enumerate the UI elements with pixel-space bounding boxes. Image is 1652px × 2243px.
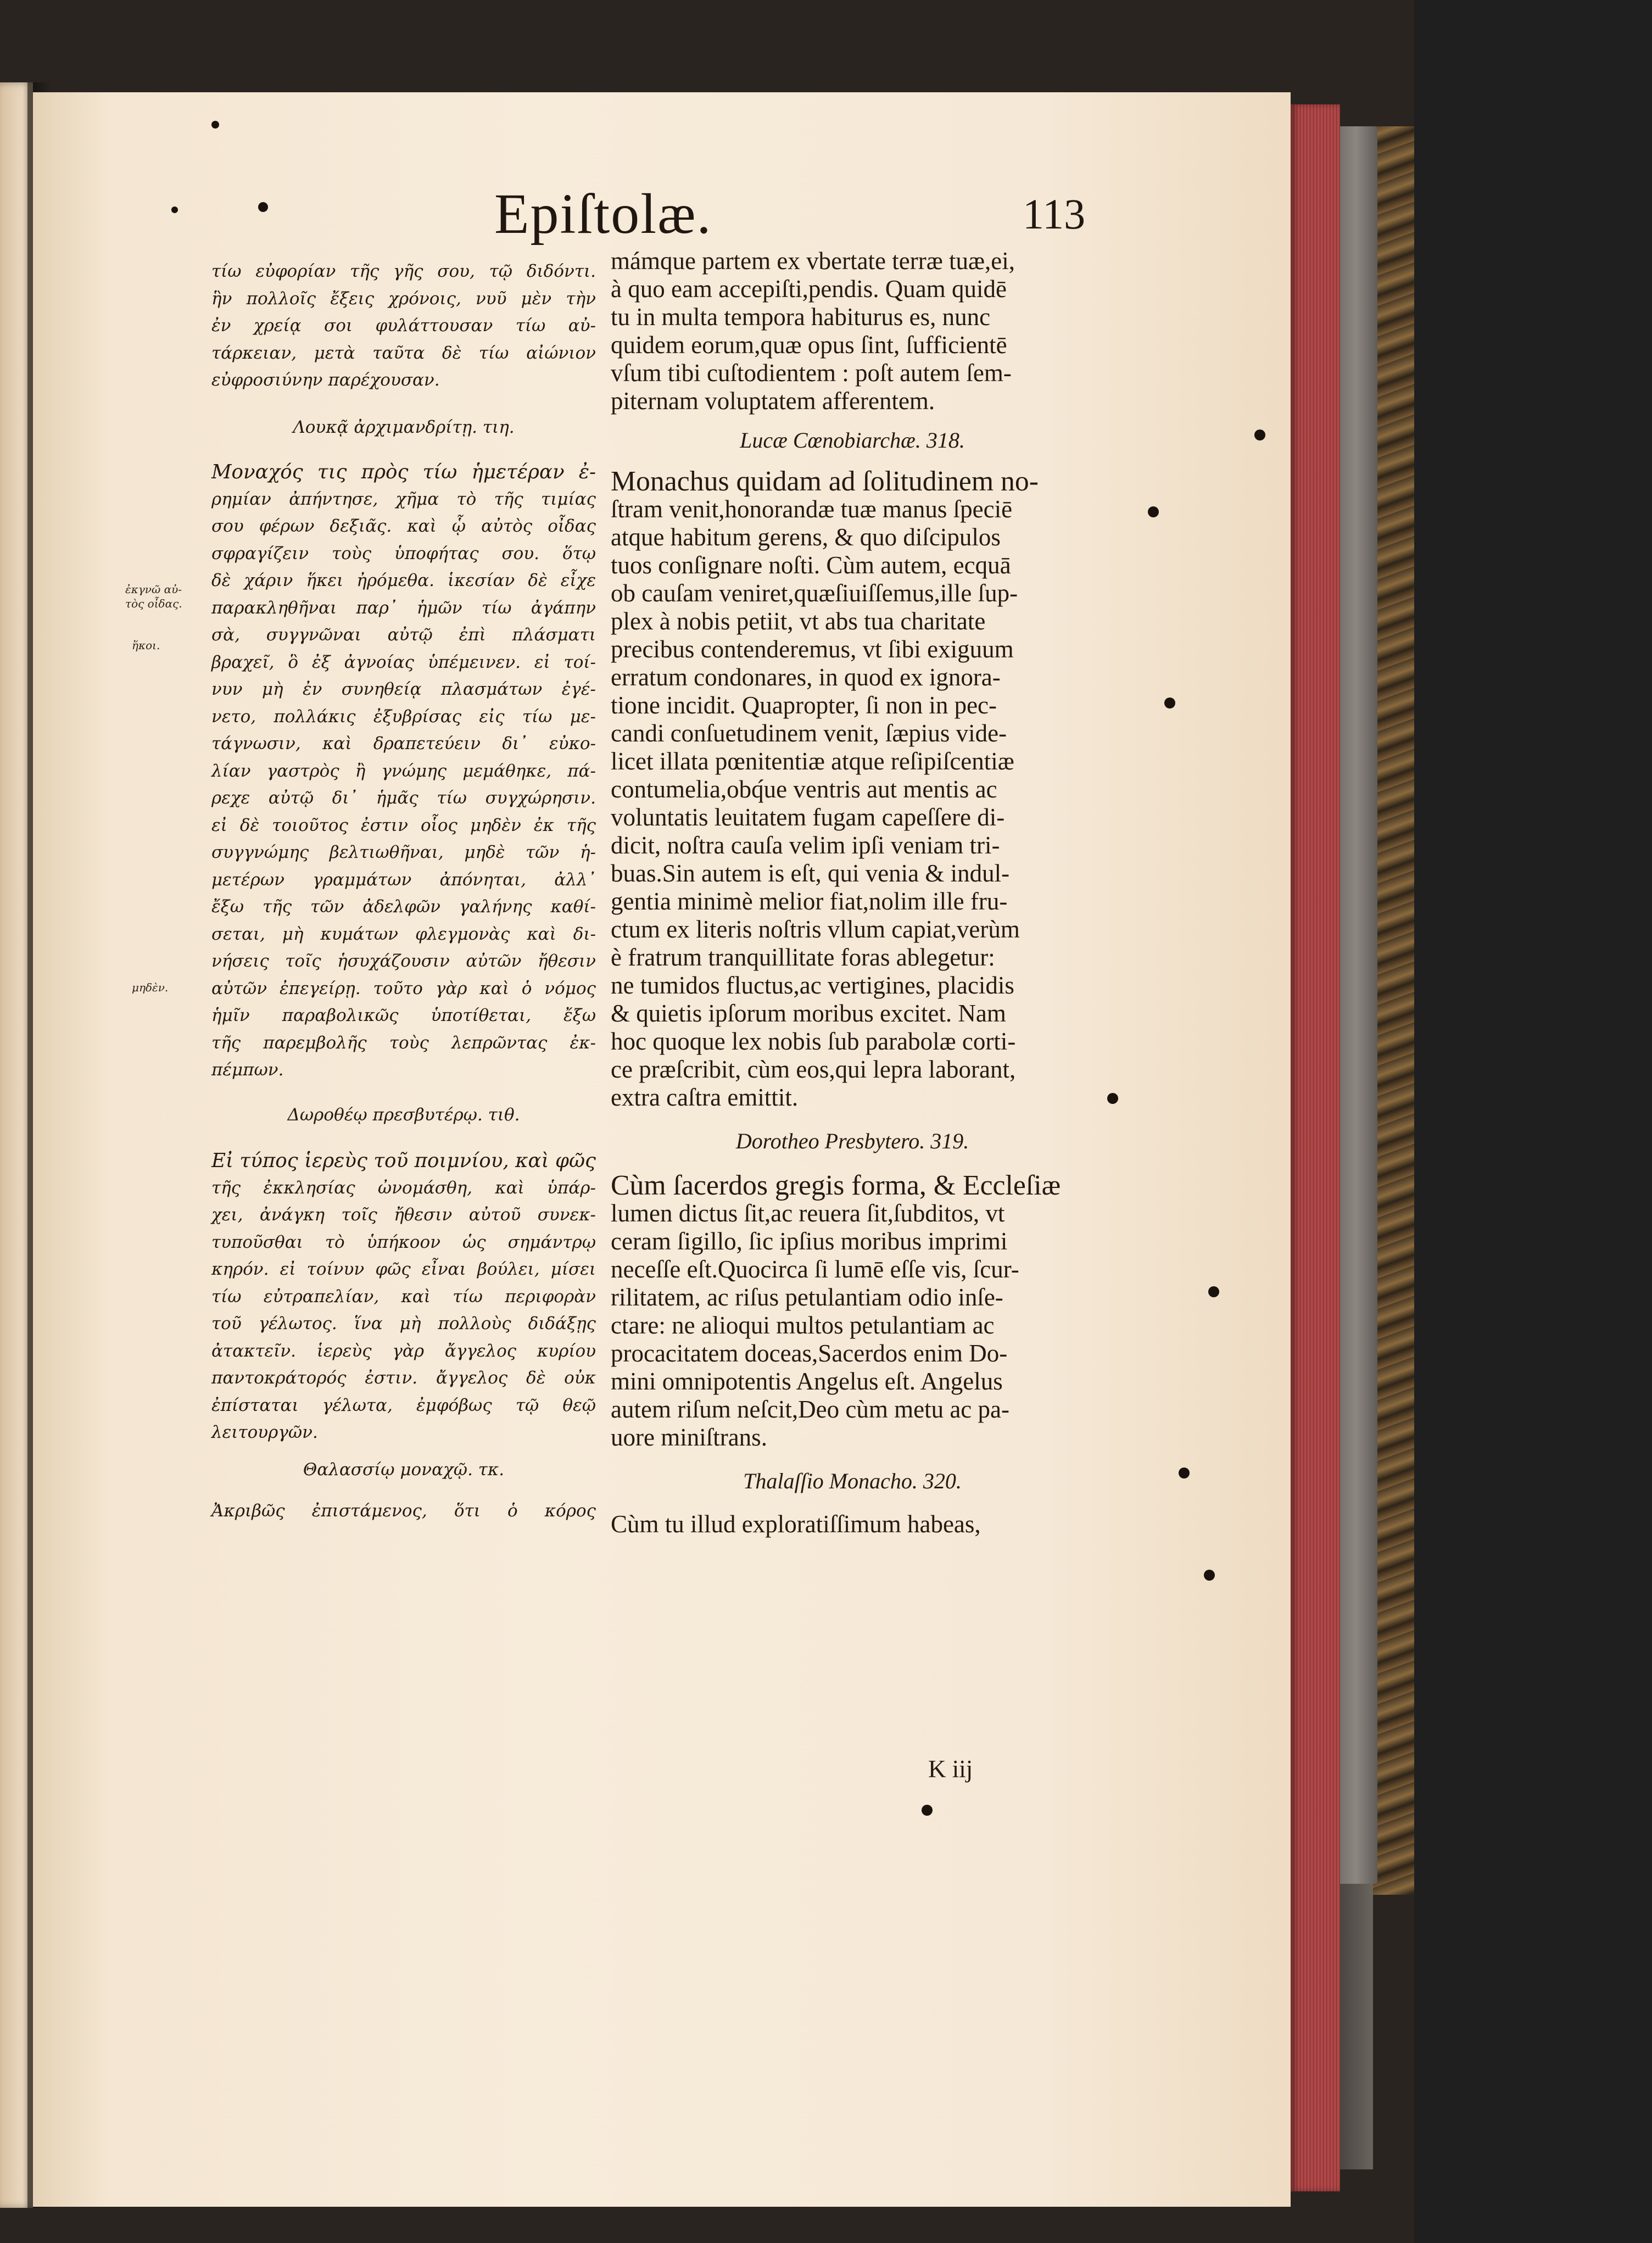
margin-note: ἐκγνῶ αὐ- τὸς οἶδας.	[125, 583, 182, 610]
text-line: χει, ἀνάγκη τοῖς ἤθεσιν αὐτοῦ συνεκ-	[211, 1205, 596, 1225]
text-line: tuos conſignare noſti. Cùm autem, ecquā	[611, 551, 1011, 579]
text-line: ceram ſigillo, ſic ipſius moribus imprimi	[611, 1227, 1008, 1255]
text-line: Ἀκριβῶς ἐπιστάμενος, ὅτι ὁ κόρος	[211, 1501, 596, 1521]
text-line: τίω εὐφορίαν τῆς γῆς σου, τῷ διδόντι.	[211, 261, 596, 281]
text-line: νυν μὴ ἐν συνηθείᾳ πλασμάτων ἐγέ-	[211, 679, 596, 699]
text-line: ἣν πολλοῖς ἔξεις χρόνοις, νυῦ μὲν τὴν	[211, 288, 596, 309]
text-line: ctare: ne alioqui multos petulantiam ac	[611, 1312, 995, 1339]
text-line: κηρόν. εἰ τοίνυν φῶς εἶναι βούλει, μίσει	[211, 1259, 596, 1279]
text-line: rilitatem, ac riſus petulantiam odio inſe-	[611, 1284, 1003, 1311]
text-line: mini omnipotentis Angelus eſt. Angelus	[611, 1368, 1003, 1395]
signature-mark: K iij	[928, 1755, 973, 1783]
text-line: extra caſtra emittit.	[611, 1084, 799, 1111]
letter-heading: Dorotheo Presbytero. 319.	[735, 1129, 969, 1153]
pinhole	[1148, 506, 1159, 517]
text-line: ἡμῖν παραβολικῶς ὑποτίθεται, ἔξω	[211, 1006, 596, 1025]
text-line: Cùm tu illud exploratiſſimum habeas,	[611, 1510, 981, 1538]
text-line: vſum tibi cuſtodientem : poſt autem ſem-	[611, 359, 1012, 387]
text-line: συγγνώμης βελτιωθῆναι, μηδὲ τῶν ἡ-	[211, 842, 596, 862]
text-line: ob cauſam veniret,quæſiuiſſemus,ille ſup-	[611, 579, 1018, 607]
text-line: tu in multa tempora habiturus es, nunc	[611, 303, 991, 331]
text-line: τῆς ἐκκλησίας ὠνομάσθη, καὶ ὑπάρ-	[211, 1178, 596, 1198]
pinhole	[1179, 1468, 1190, 1478]
latin-continuation	[611, 247, 1094, 415]
greek-letter-319	[211, 1147, 596, 1447]
text-line: contumelia,obq́ue ventris aut mentis ac	[611, 775, 997, 803]
text-line: erratum condonares, in quod ex ignora-	[611, 663, 1001, 691]
text-line: λίαν γαστρὸς ἢ γνώμης μεμάθηκε, πά-	[211, 761, 596, 781]
text-line: tione incidit. Quapropter, ſi non in pec-	[611, 691, 997, 719]
text-line: ρημίαν ἀπήντησε, χῆμα τὸ τῆς τιμίας	[211, 489, 596, 509]
text-line: τάγνωσιν, καὶ δραπετεύειν δι᾽ εὐκο-	[211, 734, 596, 754]
margin-note: ἥκοι.	[132, 639, 160, 652]
text-line: πέμπων.	[211, 1060, 284, 1080]
text-line: Μοναχός τις πρὸς τίω ἡμετέραν ἐ-	[211, 461, 596, 483]
text-line: Εἰ τύπος ἱερεὺς τοῦ ποιμνίου, καὶ φῶς	[211, 1150, 596, 1172]
text-line: τοῦ γέλωτος. ἵνα μὴ πολλοὺς διδάξῃς	[211, 1314, 596, 1333]
text-line: ἔξω τῆς τῶν ἀδελφῶν γαλήνης καθί-	[211, 897, 596, 917]
text-line: ἐν χρείᾳ σοι φυλάττουσαν τίω αὐ-	[211, 316, 596, 336]
text-line: λειτουργῶν.	[211, 1422, 318, 1442]
text-line: ſtram venit,honorandæ tuæ manus ſpeciē	[611, 495, 1013, 523]
text-line: autem riſum neſcit,Deo cùm metu ac pa-	[611, 1396, 1009, 1423]
book-cover-board-lower	[1340, 1884, 1373, 2169]
text-line: ce præſcribit, cùm eos,qui lepra laborant,	[611, 1056, 1016, 1083]
text-line: βραχεῖ, ὃ ἐξ ἀγνοίας ὑπέμεινεν. εἰ τοί-	[211, 652, 596, 672]
background-right	[1414, 0, 1652, 2243]
text-line: uore miniſtrans.	[611, 1424, 767, 1451]
text-line: ἀτακτεῖν. ἱερεὺς γὰρ ἄγγελος κυρίου	[211, 1341, 596, 1361]
text-line: αὐτῶν ἐπεγείρῃ. τοῦτο γὰρ καὶ ὁ νόμος	[211, 978, 596, 998]
latin-letter-318	[611, 467, 1094, 1112]
text-line: plex à nobis petiit, vt abs tua charitate	[611, 607, 986, 635]
text-line: ne tumidos fluctus,ac vertigines, placidis	[611, 972, 1014, 999]
text-line: voluntatis leuitatem fugam capeſſere di-	[611, 804, 1005, 831]
text-line: σὰ, συγγνῶναι αὐτῷ ἐπὶ πλάσματι	[211, 625, 596, 645]
text-line: quidem eorum,quæ opus ſint, ſufficientē	[611, 331, 1007, 359]
page-number: 113	[1023, 190, 1086, 238]
text-line: à quo eam accepiſti,pendis. Quam quidē	[611, 275, 1007, 303]
pinhole	[1254, 429, 1265, 440]
text-line: τῆς παρεμβολῆς τοὺς λεπρῶντας ἐκ-	[211, 1033, 596, 1053]
pinhole	[1164, 698, 1175, 708]
text-line: ρεχε αὐτῷ δι᾽ ἡμᾶς τίω συγχώρησιν.	[211, 788, 596, 808]
text-line: hoc quoque lex nobis ſub parabolæ corti-	[611, 1028, 1016, 1055]
red-fore-edge	[1291, 104, 1340, 2191]
letter-heading: Θαλασσίῳ μοναχῷ. τκ.	[303, 1459, 505, 1480]
text-line: νετο, πολλάκις ἐξυβρίσας εἰς τίω με-	[211, 706, 596, 727]
pinhole	[258, 202, 268, 212]
text-line: neceſſe eſt.Quocirca ſi lumē eſſe vis, ſcur-	[611, 1256, 1019, 1283]
letter-heading: Δωροθέῳ πρεσβυτέρῳ. τιθ.	[287, 1104, 520, 1125]
letter-heading: Thalaſſio Monacho. 320.	[743, 1469, 962, 1493]
pinhole	[1204, 1570, 1215, 1581]
text-line: mámque partem ex vbertate terræ tuæ,ei,	[611, 247, 1015, 275]
text-line: σφραγίζειν τοὺς ὑποφήτας σου. ὅτῳ	[211, 543, 596, 563]
running-head: Epiſtolæ.	[494, 182, 712, 245]
greek-letter-318	[211, 459, 596, 1084]
text-line: candi conſuetudinem venit, ſæpius vide-	[611, 719, 1007, 747]
text-line: atque habitum gerens, & quo diſcipulos	[611, 523, 1001, 551]
text-line: gentia minimè melior fiat,nolim ille fru-	[611, 888, 1008, 915]
text-line: licet illata pœnitentiæ atque reſipiſcentiæ	[611, 747, 1014, 775]
text-line: è fratrum tranquillitate foras ablegetur:	[611, 944, 995, 971]
latin-letter-320	[611, 1510, 1094, 1538]
pinhole	[171, 207, 178, 213]
text-line: νήσεις τοῖς ἡσυχάζουσιν αὐτῶν ἤθεσιν	[211, 951, 596, 971]
margin-note: μηδὲν.	[132, 981, 169, 994]
text-line: piternam voluptatem afferentem.	[611, 387, 935, 415]
text-line: μετέρων γραμμάτων ἀπόνηται, ἀλλ᾽	[211, 869, 596, 890]
greek-continuation	[211, 258, 596, 394]
text-line: παντοκράτορός ἐστιν. ἄγγελος δὲ οὐκ	[211, 1368, 596, 1388]
letter-heading: Λουκᾷ ἀρχιμανδρίτῃ. τιη.	[293, 417, 515, 437]
text-line: σου φέρων δεξιᾶς. καὶ ᾧ αὐτὸς οἶδας	[211, 516, 596, 536]
text-line: εὐφροσιύνην παρέχουσαν.	[211, 370, 440, 390]
text-line: lumen dictus ſit,ac reuera ſit,ſubditos, vt	[611, 1199, 1005, 1227]
text-line: buas.Sin autem is eſt, qui venia & indul-	[611, 860, 1010, 887]
book-cover-board	[1335, 126, 1377, 1884]
greek-letter-320	[211, 1498, 596, 1525]
text-line: τίω εὐτραπελίαν, καὶ τίω περιφορὰν	[211, 1286, 596, 1307]
letter-heading: Lucæ Cœnobiarchæ. 318.	[740, 428, 965, 453]
text-line: procacitatem doceas,Sacerdos enim Do-	[611, 1340, 1008, 1367]
latin-letter-319	[611, 1171, 1094, 1452]
latin-column	[611, 247, 1094, 1538]
text-line: precibus contenderemus, vt ſibi exiguum	[611, 635, 1014, 663]
text-line: σεται, μὴ κυμάτων φλεγμονὰς καὶ δι-	[211, 924, 596, 944]
text-line: Monachus quidam ad ſolitudinem no-	[611, 466, 1039, 497]
text-line: ctum ex literis noſtris vllum capiat,verùm	[611, 916, 1020, 943]
pinhole	[922, 1805, 933, 1816]
text-line: ἐπίσταται γέλωτα, ἐμφόβως τῷ θεῷ	[211, 1395, 596, 1415]
text-line: & quietis ipſorum moribus excitet. Nam	[611, 1000, 1006, 1027]
text-line: dicit, noſtra cauſa velim ipſi veniam tri-	[611, 832, 1000, 859]
greek-column	[211, 258, 596, 1525]
pinhole	[1208, 1286, 1219, 1297]
text-line: Cùm ſacerdos gregis forma, & Eccleſiæ	[611, 1170, 1061, 1201]
pinhole	[1107, 1093, 1118, 1104]
text-line: δὲ χάριν ἥκει ἠρόμεθα. ἱκεσίαν δὲ εἶχε	[211, 571, 596, 590]
text-line: τυποῦσθαι τὸ ὑπήκοον ὡς σημάντρῳ	[211, 1232, 596, 1252]
text-line: εἰ δὲ τοιοῦτος ἐστιν οἷος μηδὲν ἐκ τῆς	[211, 815, 596, 835]
text-line: τάρκειαν, μετὰ ταῦτα δὲ τίω αἰώνιον	[211, 343, 596, 363]
pinhole	[211, 121, 219, 129]
text-line: παρακληθῆναι παρ᾽ ἡμῶν τίω ἀγάπην	[211, 598, 596, 618]
